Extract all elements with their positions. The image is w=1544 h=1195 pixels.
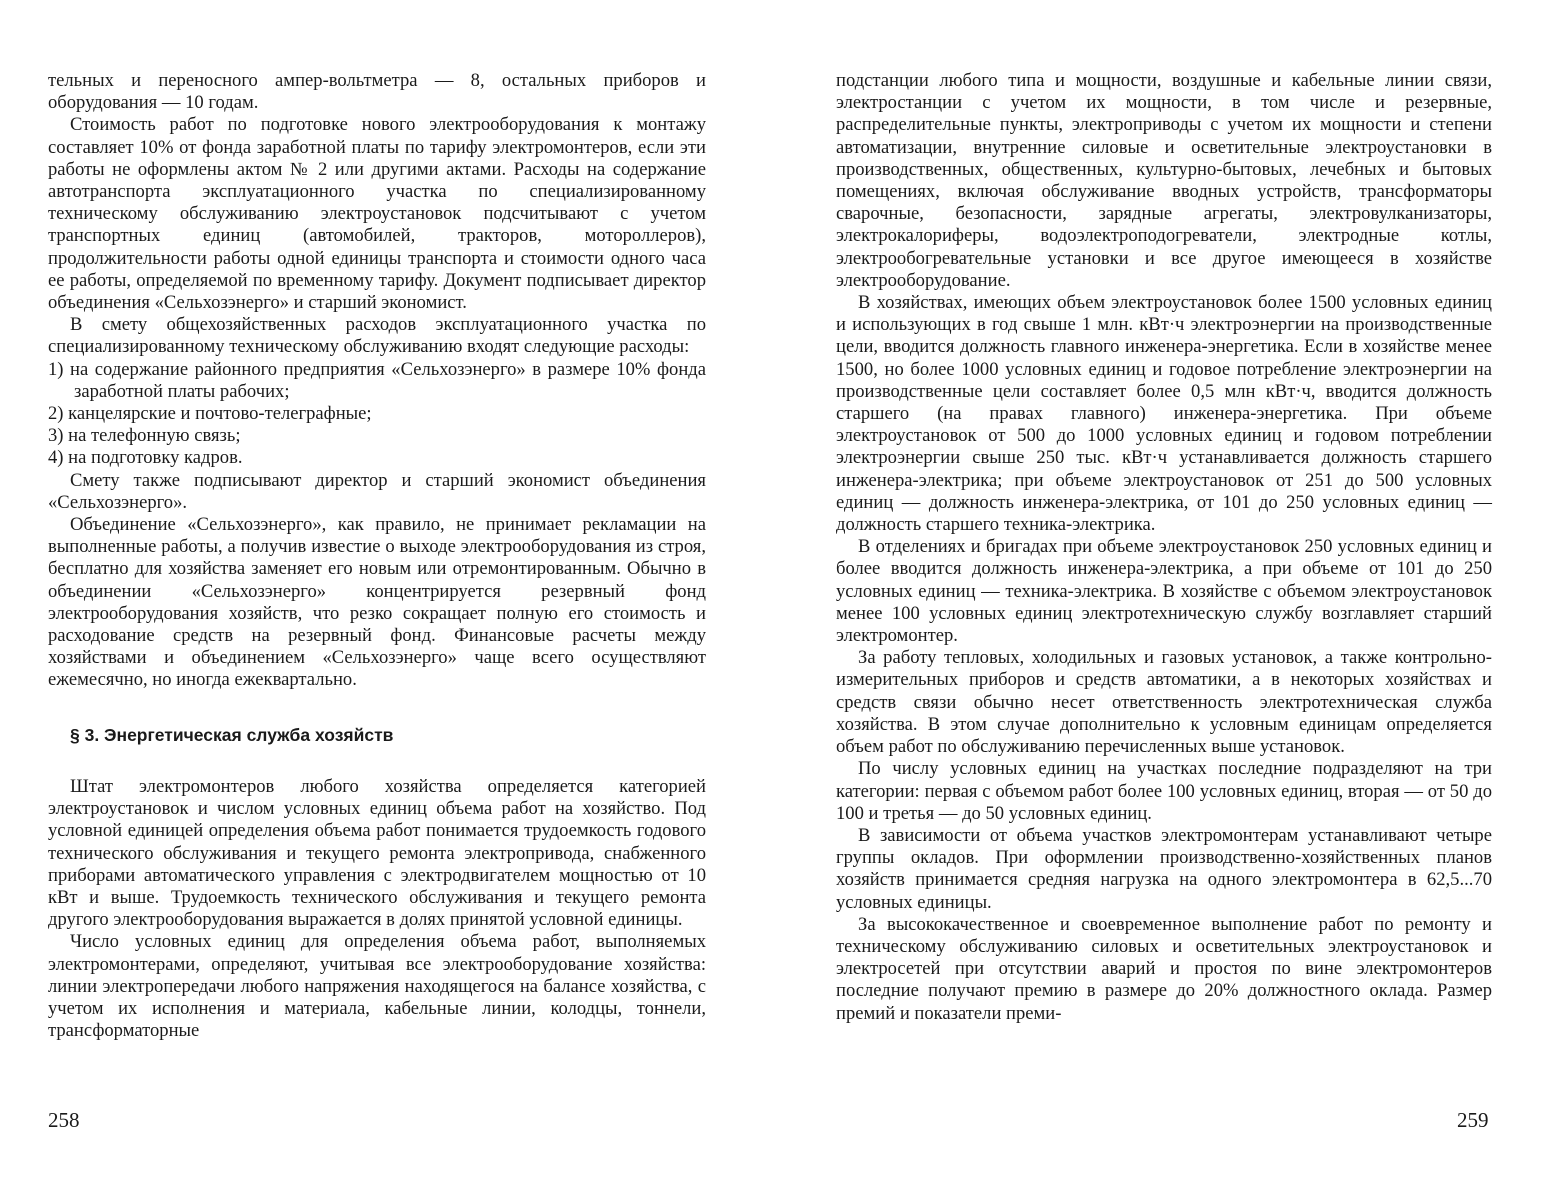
expense-list <box>48 359 706 470</box>
paragraph: По числу условных единиц на участках последние подразделяют на три категории: первая с объемом работ более 100 условных единиц, вторая — от 50 до 100 и третья — до 50 условных единиц. <box>836 758 1492 824</box>
paragraph: В хозяйствах, имеющих объем электроустановок более 1500 условных единиц и использующих в год свыше 1 млн. кВт·ч электроэнергии на производственные цели, вводится должность главного инженера-энергетика. Если в хозяйстве менее 1500, но более 1000 условных единиц и годовое потребление электроэнергии на производственные цели составляет более 0,5 млн кВт·ч, вводится должность старшего (на правах главного) инженера-энергетика. При объеме электроустановок от 500 до 1000 условных единиц и годовом потреблении электроэнергии свыше 250 тыс. кВт·ч устанавливается должность старшего инженера-электрика; при объеме электроустановок от 251 до 500 условных единиц — должность инженера-электрика, от 101 до 250 условных единиц — должность старшего техника-электрика. <box>836 292 1492 536</box>
list-item: 3) на телефонную связь; <box>48 425 241 447</box>
paragraph: В отделениях и бригадах при объеме электроустановок 250 условных единиц и более вводится должность инженера-электрика, а при объеме от 101 до 250 условных единиц — техника-электрика. В хозяйстве с объемом электроустановок менее 100 условных единиц электротехническую службу возглавляет старший электромонтер. <box>836 536 1492 647</box>
list-item: 4) на подготовку кадров. <box>48 447 243 469</box>
list-item: 2) канцелярские и почтово-телеграфные; <box>48 403 372 425</box>
paragraph: подстанции любого типа и мощности, воздушные и кабельные линии связи, электростанции с учетом их мощности, в том числе и резервные, распределительные пункты, электроприводы с учетом их мощности и степени автоматизации, внутренние силовые и осветительные электроустановки в производственных, общественных, культурно-бытовых, лечебных и бытовых помещениях, включая обслуживание вводных устройств, трансформаторы сварочные, безопасности, зарядные агрегаты, электровулканизаторы, электрокалориферы, водоэлектроподогреватели, электродные котлы, электрообогревательные установки и все другое имеющееся в хозяйстве электрооборудование. <box>836 70 1492 291</box>
section-heading: § 3. Энергетическая служба хозяйств <box>70 724 394 745</box>
right-page <box>836 70 1492 1025</box>
paragraph: За работу тепловых, холодильных и газовых установок, а также контрольно-измерительных приборов и средств автоматики, а в некоторых хозяйствах и средств связи обычно несет ответственность электротехническая служба хозяйства. В этом случае дополнительно к условным единицам определяется объем работ по обслуживанию перечисленных выше установок. <box>836 647 1492 758</box>
left-page <box>48 70 706 1042</box>
paragraph: Число условных единиц для определения объема работ, выполняемых электромонтерами, определяют, учитывая все электрооборудование хозяйства: линии электропередачи любого напряжения находящегося на балансе хозяйства, с учетом их исполнения и материала, кабельные линии, колодцы, тоннели, трансформаторные <box>48 931 706 1042</box>
page-number-right: 259 <box>1457 1108 1489 1132</box>
paragraph: В смету общехозяйственных расходов эксплуатационного участка по специализированному техническому обслуживанию входят следующие расходы: <box>48 314 706 358</box>
paragraph: Штат электромонтеров любого хозяйства определяется категорией электроустановок и числом условных единиц объема работ на хозяйство. Под условной единицей определения объема работ понимается трудоемкость годового технического обслуживания и текущего ремонта электропривода, снабженного приборами автоматического управления с электродвигателем мощностью от 10 кВт и выше. Трудоемкость технического обслуживания и текущего ремонта другого электрооборудования выражается в долях принятой условной единицы. <box>48 775 706 931</box>
list-item: 1) на содержание районного предприятия «Сельхозэнерго» в размере 10% фонда заработной платы рабочих; <box>48 358 706 402</box>
page-number-left: 258 <box>48 1108 80 1132</box>
paragraph: Стоимость работ по подготовке нового электрооборудования к монтажу составляет 10% от фонда заработной платы по тарифу электромонтеров, если эти работы не оформлены актом № 2 или другими актами. Расходы на содержание автотранспорта эксплуатационного участка по специализированному техническому обслуживанию электроустановок подсчитывают с учетом транспортных единиц (автомобилей, тракторов, мотороллеров), продолжительности работы одной единицы транспорта и стоимости одного часа ее работы, определяемой по временному тарифу. Документ подписывает директор объединения «Сельхозэнерго» и старший экономист. <box>48 114 706 314</box>
paragraph: Объединение «Сельхозэнерго», как правило, не принимает рекламации на выполненные работы, а получив известие о выходе электрооборудования из строя, бесплатно для хозяйства заменяет его новым или отремонтированным. Обычно в объединении «Сельхозэнерго» концентрируется резервный фонд электрооборудования хозяйств, что резко сокращает полную его стоимость и расходование средств на резервный фонд. Финансовые расчеты между хозяйствами и объединением «Сельхозэнерго» чаще всего осуществляют ежемесячно, но иногда ежеквартально. <box>48 514 706 691</box>
paragraph: Смету также подписывают директор и старший экономист объединения «Сельхозэнерго». <box>48 469 706 513</box>
paragraph: В зависимости от объема участков электромонтерам устанавливают четыре группы окладов. При оформлении производственно-хозяйственных планов хозяйств принимается средняя нагрузка на одного электромонтера в 62,5...70 условных единицы. <box>836 824 1492 913</box>
paragraph: тельных и переносного ампер-вольтметра — 8, остальных приборов и оборудования — 10 годам. <box>48 70 706 114</box>
paragraph: За высококачественное и своевременное выполнение работ по ремонту и техническому обслуживанию силовых и осветительных электроустановок и электросетей при отсутствии аварий и простоя по вине электромонтеров последние получают премию в размере до 20% должностного оклада. Размер премий и показатели преми- <box>836 913 1492 1024</box>
